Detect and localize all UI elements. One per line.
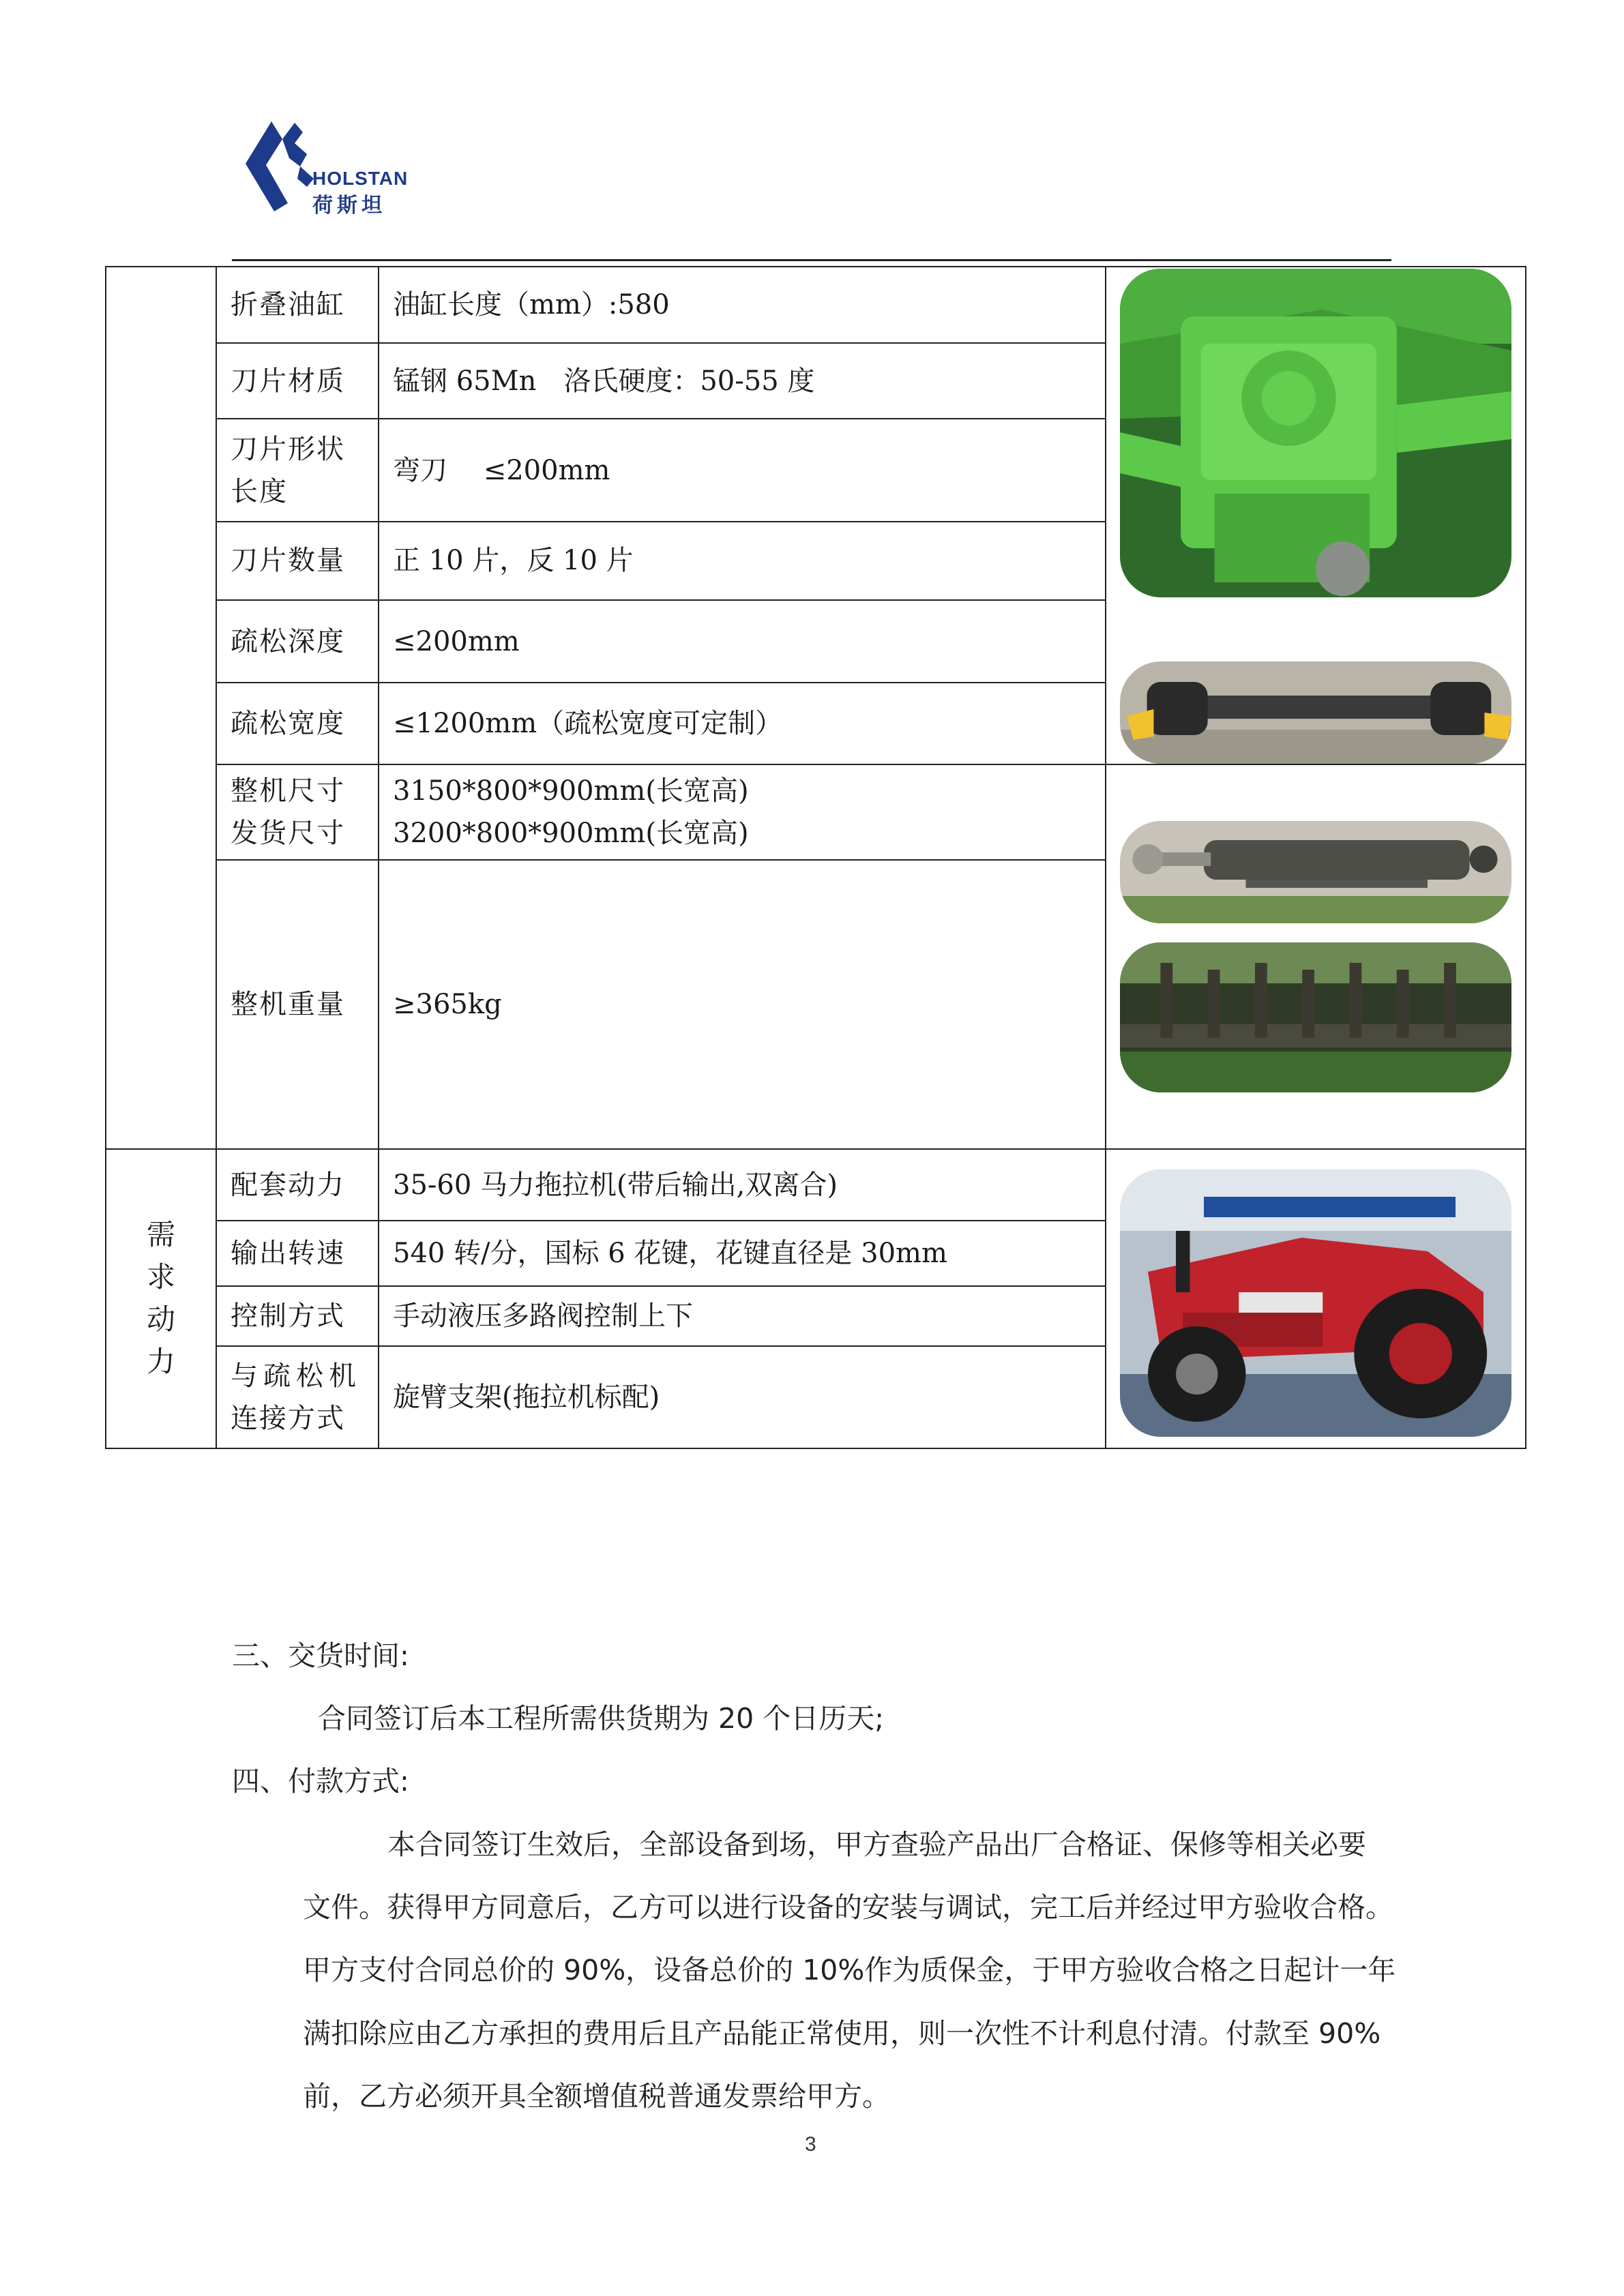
category-cell-empty <box>106 267 216 1149</box>
row-value: ≤1200mm（疏松宽度可定制） <box>379 683 1106 764</box>
row-value: ≤200mm <box>379 600 1106 683</box>
image-cell-tractor <box>1106 1149 1526 1448</box>
row-label-line: 与疏松机 <box>231 1360 361 1392</box>
image-cell-lower <box>1106 764 1526 1149</box>
payment-heading: 四、付款方式: <box>232 1765 409 1798</box>
row-label: 疏松深度 <box>216 600 379 683</box>
row-label-line: 刀片形状 <box>231 433 345 465</box>
table-row <box>106 267 1526 343</box>
row-label: 整机重量 <box>216 860 379 1149</box>
row-label: 折叠油缸 <box>216 267 379 343</box>
row-label: 刀片材质 <box>216 343 379 419</box>
header-divider <box>232 259 1391 261</box>
row-value: 锰钢 65Mn 洛氏硬度：50-55 度 <box>379 343 1106 419</box>
row-value: ≥365kg <box>379 860 1106 1149</box>
blade-shaft-photo <box>1120 942 1511 1092</box>
category-label: 需求动力 <box>146 1218 175 1378</box>
tractor-photo <box>1120 1169 1511 1437</box>
row-value: 弯刀 ≤200mm <box>379 419 1106 521</box>
row-label: 配套动力 <box>216 1149 379 1221</box>
logo-text-cn: 荷斯坦 <box>312 194 386 218</box>
row-label <box>216 764 379 860</box>
row-label <box>216 419 379 521</box>
logo-text-en: HOLSTAN <box>312 168 409 189</box>
payment-line: 本合同签订生效后，全部设备到场，甲方查验产品出厂合格证、保修等相关必要 <box>387 1828 1366 1861</box>
row-label: 刀片数量 <box>216 522 379 600</box>
payment-line: 前，乙方必须开具全额增值税普通发票给甲方。 <box>303 2080 890 2113</box>
row-value: 旋臂支架(拖拉机标配) <box>379 1346 1106 1448</box>
delivery-heading: 三、交货时间: <box>232 1639 409 1672</box>
row-value <box>379 764 1106 860</box>
row-value: 正 10 片，反 10 片 <box>379 522 1106 600</box>
payment-line: 满扣除应由乙方承担的费用后且产品能正常使用，则一次性不计利息付清。付款至 90% <box>303 2017 1381 2050</box>
row-label-line: 发货尺寸 <box>231 818 345 849</box>
row-value: 手动液压多路阀控制上下 <box>379 1286 1106 1346</box>
table-row <box>106 764 1526 860</box>
pto-shaft-photo <box>1120 661 1511 764</box>
payment-line: 甲方支付合同总价的 90%，设备总价的 10%作为质保金，于甲方验收合格之日起计一年 <box>303 1954 1396 1986</box>
row-label-line: 连接方式 <box>231 1403 345 1434</box>
table-row <box>106 1149 1526 1221</box>
row-value: 35-60 马力拖拉机(带后输出,双离合) <box>379 1149 1106 1221</box>
image-cell-upper <box>1106 267 1526 764</box>
spec-table <box>105 266 1526 1449</box>
row-value: 540 转/分，国标 6 花键，花键直径是 30mm <box>379 1221 1106 1286</box>
hydraulic-cylinder-photo <box>1120 821 1511 923</box>
row-label-line: 整机尺寸 <box>231 775 345 807</box>
row-label <box>216 1346 379 1448</box>
company-logo <box>232 116 409 225</box>
category-cell <box>106 1149 216 1448</box>
row-label: 控制方式 <box>216 1286 379 1346</box>
row-label: 疏松宽度 <box>216 683 379 764</box>
row-label-line: 长度 <box>231 475 288 507</box>
delivery-text: 合同签订后本工程所需供货期为 20 个日历天; <box>318 1702 885 1735</box>
row-value-line: 3200*800*900mm(长宽高) <box>393 818 749 849</box>
page-number: 3 <box>805 2133 816 2156</box>
payment-line: 文件。获得甲方同意后，乙方可以进行设备的安装与调试，完工后并经过甲方验收合格。 <box>303 1891 1393 1924</box>
gearbox-photo <box>1120 269 1511 597</box>
row-value: 油缸长度（mm）:580 <box>379 267 1106 343</box>
row-label: 输出转速 <box>216 1221 379 1286</box>
row-value-line: 3150*800*900mm(长宽高) <box>393 775 749 807</box>
